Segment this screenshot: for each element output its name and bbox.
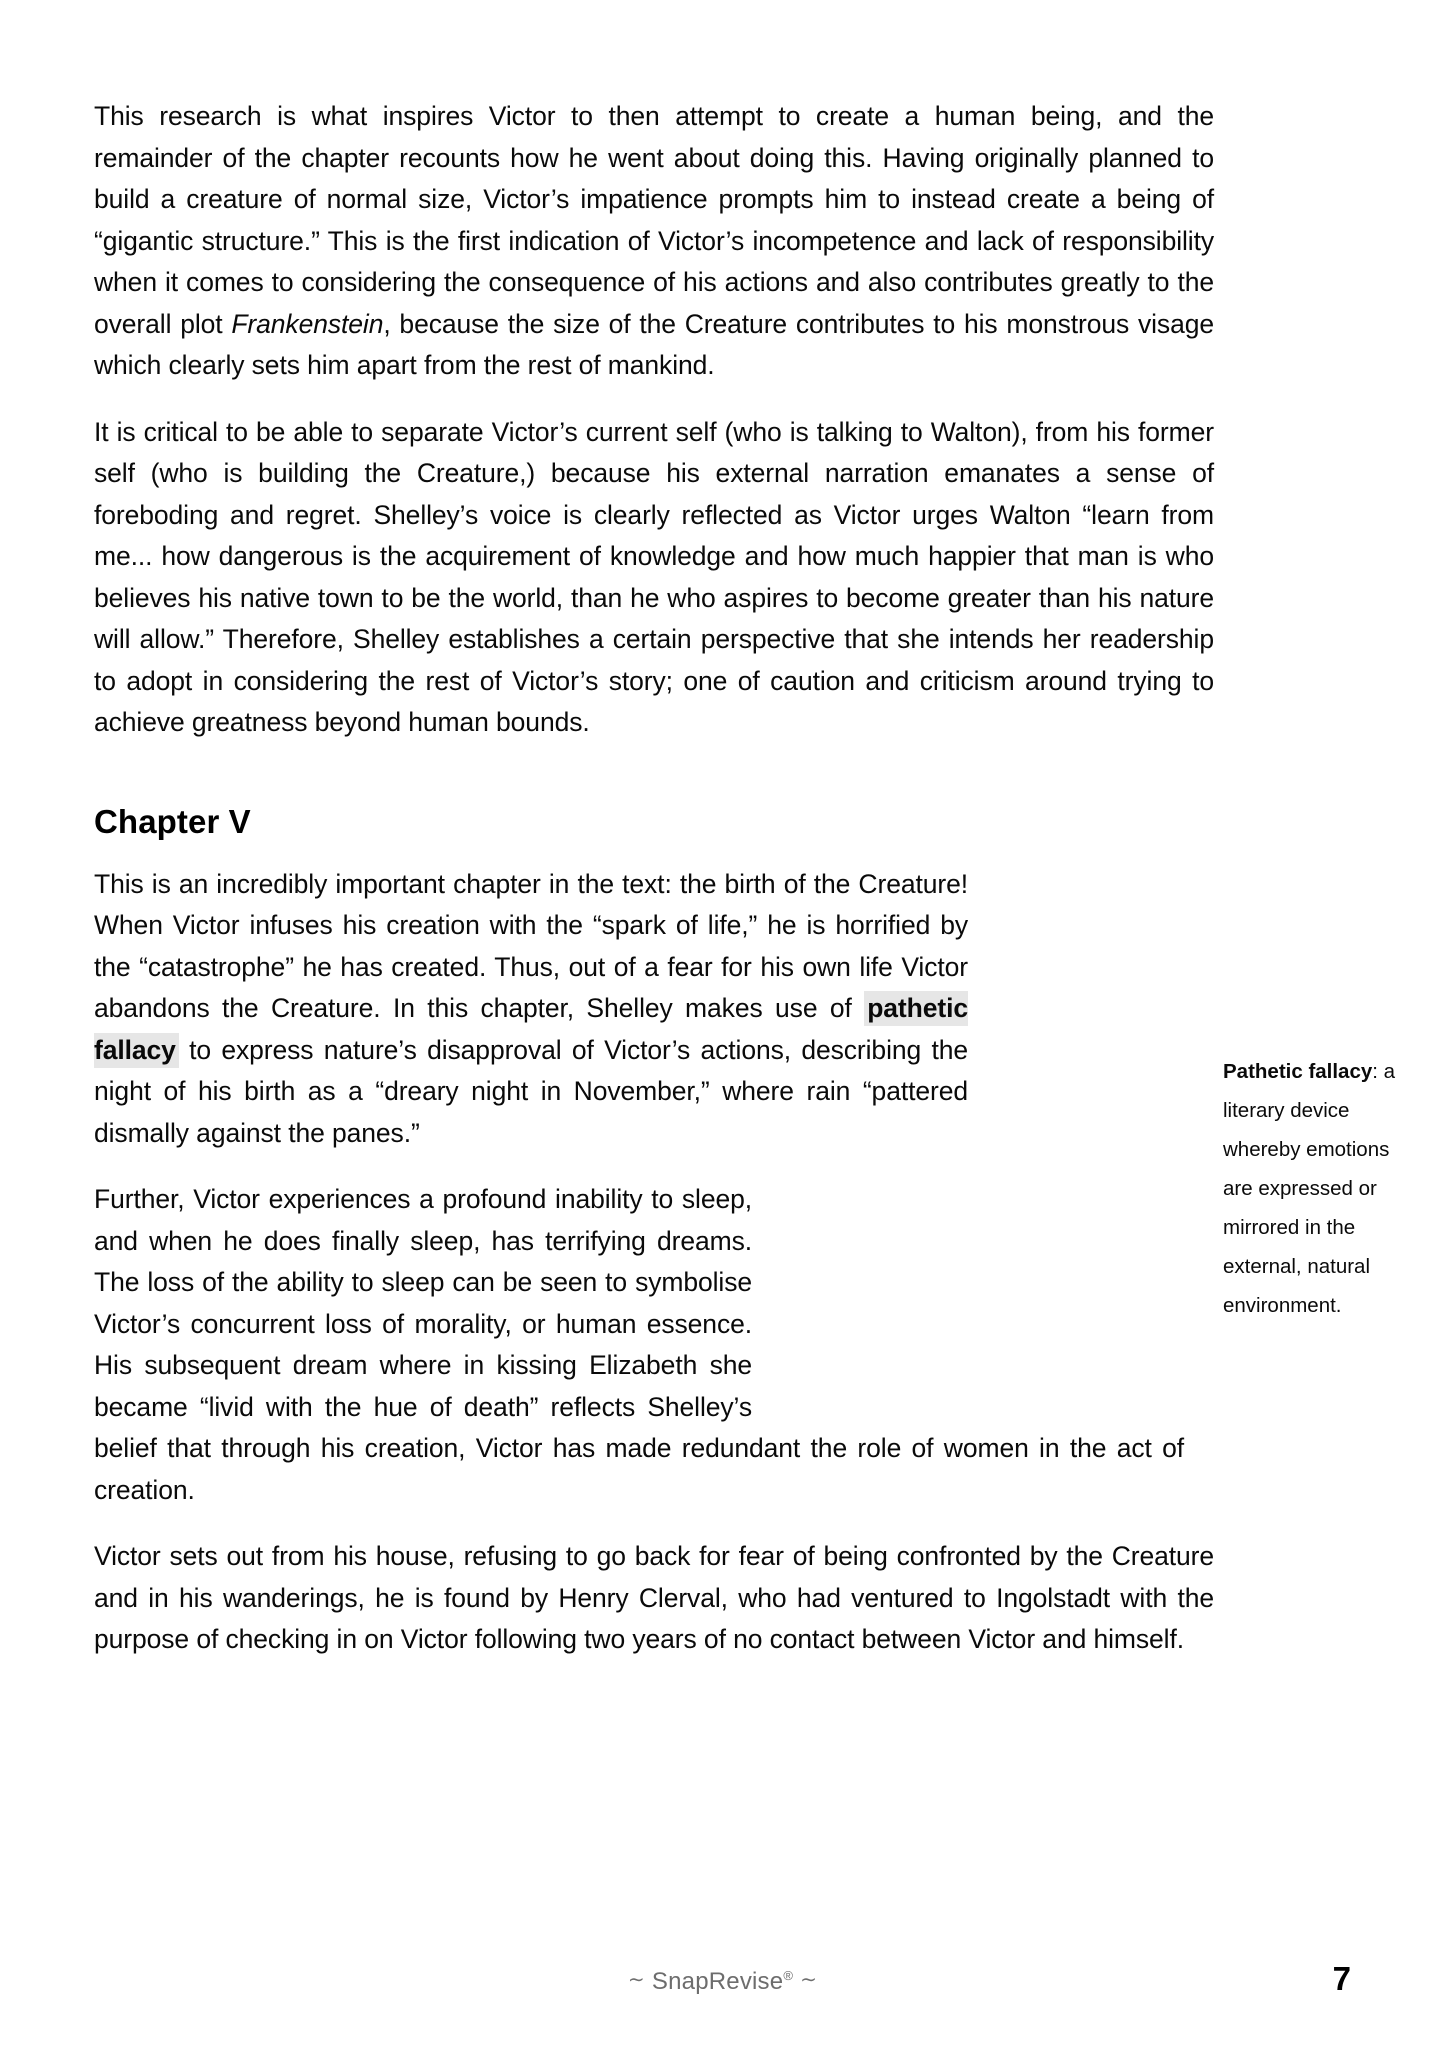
margin-note-wrap-spacer: [968, 864, 1184, 1224]
snaprevise-branding: [0, 1968, 1445, 1996]
tilde-left-icon: ∼: [627, 1969, 645, 1991]
chapter-heading: Chapter V: [94, 802, 251, 840]
margin-note-wrap-spacer-secondary: [752, 1179, 968, 1394]
paragraph-1-part-a: This research is what inspires Victor to then attempt to create a human being, and the remainder of the chapter recounts how he went about doing this. Having originally planned to build a creature of normal size, Victor’s impatience prompts him to instead create a being of “gigantic structure.” This is the first indication of Victor’s incompetence and lack of responsibility when it comes to considering the consequence of his actions and also contributes greatly to the overall plot: [94, 101, 1214, 339]
margin-note-pathetic-fallacy: [1223, 1052, 1399, 1325]
paragraph-1: [94, 96, 1214, 387]
paragraph-3: [94, 864, 1184, 1155]
main-text-column: [94, 96, 1214, 1686]
paragraph-3-part-a: This is an incredibly important chapter in the text: the birth of the Creature! When Victor infuses his creation with the “spark of life,” he is horrified by the “catastrophe” he has created. Thus, out of a fear for his own life Victor abandons the Creature. In this chapter, Shelley makes use of: [94, 868, 968, 1023]
paragraph-3-part-b: to express nature’s disapproval of Victor’s actions, describing the night of his birth as a “dreary night in November,” where rain “pattered dismally against the panes.”: [94, 1034, 968, 1148]
page-number: 7: [1332, 1960, 1351, 1997]
margin-note-term: Pathetic fallacy: [1223, 1060, 1373, 1083]
tilde-right-icon: ∼: [800, 1969, 818, 1991]
paragraph-5: Victor sets out from his house, refusing to go back for fear of being confronted by the Creature and in his wanderings, he is found by Henry Clerval, who had ventured to Ingolstadt with the purpose of checking in on Victor following two years of no contact between Victor and himself.: [94, 1541, 1214, 1654]
paragraph-1-part-b: , because the size of the Creature contributes to his monstrous visage which clearly sets him apart from the rest of mankind.: [94, 308, 1214, 380]
page-footer: [0, 1960, 1445, 2028]
key-term-pathetic-fallacy: pathetic fallacy: [94, 991, 968, 1068]
paragraph-2: It is critical to be able to separate Victor’s current self (who is talking to Walton), from his former self (who is building the Creature,) because his external narration emanates a sense of foreboding and regret. Shelley’s voice is clearly reflected as Victor urges Walton “learn from me... how dangerous is the acquirement of knowledge and how much happier that man is who believes his native town to be the world, than he who aspires to become greater than his nature will allow.” Therefore, Shelley establishes a certain perspective that she intends her readership to adopt in considering the rest of Victor’s story; one of caution and criticism around trying to achieve greatness beyond human bounds.: [94, 416, 1214, 737]
margin-note-definition: : a literary device whereby emotions are expressed or mirrored in the external, natural environment.: [1223, 1060, 1396, 1317]
paragraph-4: [94, 1179, 1184, 1511]
book-title-frankenstein: Frankenstein: [231, 308, 384, 339]
paragraph-4-text: Further, Victor experiences a profound inability to sleep, and when he does finally sleep, has terrifying dreams. The loss of the ability to sleep can be seen to symbolise Victor’s concurrent loss of morality, or human essence. His subsequent dream where in kissing Elizabeth she became “livid with the hue of death” reflects Shelley’s belief that through his creation, Victor has made redundant the role of women in the act of creation.: [94, 1184, 1184, 1505]
brand-name: SnapRevise: [651, 1968, 784, 1995]
registered-trademark-icon: ®: [783, 1968, 794, 1983]
